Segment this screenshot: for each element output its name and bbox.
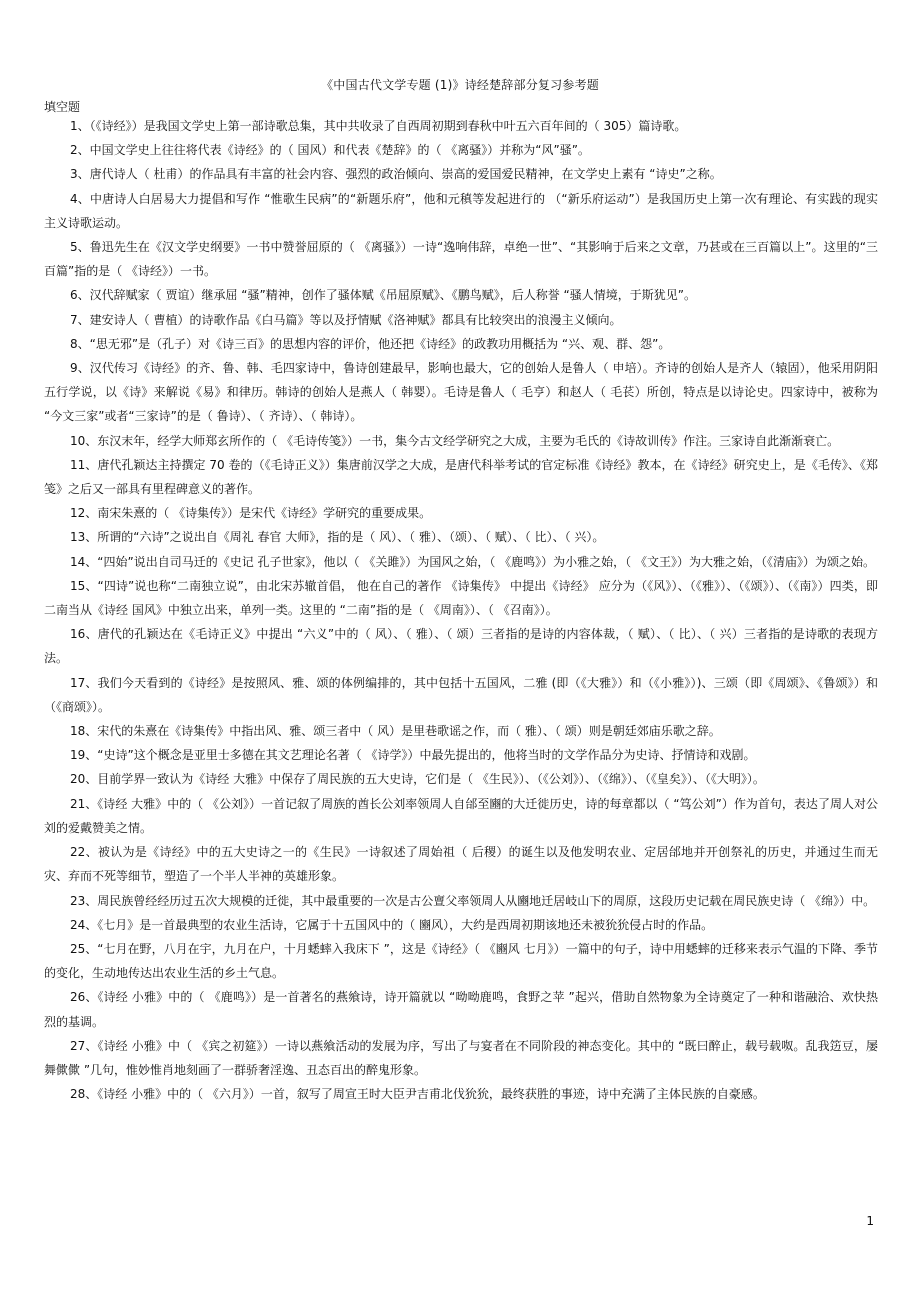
question-item: 25、“七月在野，八月在宇，九月在户，十月蟋蟀入我床下 ”，这是《诗经》（ 《豳风 七月》）一篇中的句子，诗中用蟋蟀的迁移来表示气温的下降、季节的变化，生动地传达出农业生活的乡土气息。	[44, 941, 878, 981]
question-item: 18、宋代的朱熹在《诗集传》中指出风、雅、颂三者中（ 风）是里巷歌谣之作，而（ 雅）、（ 颂）则是朝廷郊庙乐歌之辞。	[70, 724, 721, 739]
question-item: 21、《诗经 大雅》中的（ 《公刘》）一首记叙了周族的酋长公刘率领周人自邰至豳的大迁徙历史，诗的每章都以（ “笃公刘”）作为首句，表达了周人对公刘的爱戴赞美之情。	[44, 796, 878, 835]
question-item: 11、唐代孔颖达主持撰定 70 卷的（《毛诗正义》）集唐前汉学之大成，是唐代科举考试的官定标准《诗经》教本，在《诗经》研究史上，是《毛传》、《郑笺》之后又一部具有里程碑意义的著作。	[44, 457, 878, 497]
question-item: 28、《诗经 小雅》中的（ 《六月》）一首，叙写了周宣王时大臣尹吉甫北伐狁狁，最终获胜的事迹，诗中充满了主体民族的自豪感。	[70, 1087, 765, 1102]
question-item: 15、“四诗”说也称“二南独立说”，由北宋苏辙首倡， 他在自己的著作 《诗集传》 中提出《诗经》 应分为（《风》）、（《雅》）、（《颂》）、（《南》）四类，即二南当从《诗经 国风》中独立出来，单列一类。这里的 “二南”指的是（ 《周南》）、（ 《召南》）。	[44, 578, 878, 618]
question-item: 23、周民族曾经经历过五次大规模的迁徙，其中最重要的一次是古公亶父率领周人从豳地迁居岐山下的周原，这段历史记载在周民族史诗（ 《绵》）中。	[70, 893, 876, 908]
question-item: 14、“四始”说出自司马迁的《史记 孔子世家》，他以（ 《关雎》）为国风之始，（ 《鹿鸣》）为小雅之始，（ 《文王》）为大雅之始，（《清庙》）为颂之始。	[70, 554, 875, 569]
question-item: 24、《七月》是一首最典型的农业生活诗，它属于十五国风中的（ 豳风），大约是西周初期该地还未被狁狁侵占时的作品。	[70, 917, 714, 932]
question-item: 9、汉代传习《诗经》的齐、鲁、韩、毛四家诗中，鲁诗创建最早，影响也最大，它的创始人是鲁人（ 申培）。齐诗的创始人是齐人（辕固），他采用阴阳五行学说，以《诗》来解说《易》和律历。韩诗的创始人是燕人（ 韩婴）。毛诗是鲁人（ 毛亨）和赵人（ 毛苌）所创，特点是以诗论史。四家诗中，被称为 “今文三家”或者“三家诗”的是（ 鲁诗）、（ 齐诗）、（ 韩诗）。	[44, 361, 878, 424]
section-label: 填空题	[44, 100, 81, 114]
question-list	[44, 114, 878, 1106]
question-item: 6、汉代辞赋家（ 贾谊）继承屈 “骚”精神，创作了骚体赋《吊屈原赋》、《鹏鸟赋》，后人称誉 “骚人情境，于斯犹见”。	[70, 288, 696, 303]
question-item: 2、中国文学史上往往将代表《诗经》的（ 国风）和代表《楚辞》的（ 《离骚》）并称为“风”骚”。	[70, 143, 590, 158]
document-title: 《中国古代文学专题 (1)》诗经楚辞部分复习参考题	[321, 78, 599, 92]
question-item: 26、《诗经 小雅》中的（ 《鹿鸣》）是一首著名的燕飨诗，诗开篇就以 “呦呦鹿鸣，食野之苹 ”起兴，借助自然物象为全诗奠定了一种和谐融洽、欢快热烈的基调。	[44, 990, 878, 1029]
question-item: 7、建安诗人（ 曹植）的诗歌作品《白马篇》等以及抒情赋《洛神赋》都具有比较突出的浪漫主义倾向。	[70, 312, 622, 327]
question-item: 8、“思无邪”是（孔子）对《诗三百》的思想内容的评价，他还把《诗经》的政教功用概括为 “兴、观、群、怨”。	[70, 336, 671, 351]
question-item: 10、东汉末年，经学大师郑玄所作的（ 《毛诗传笺》）一书，集今古文经学研究之大成，主要为毛氏的《诗故训传》作注。三家诗自此渐渐衰亡。	[70, 433, 840, 448]
question-item: 3、唐代诗人（ 杜甫）的作品具有丰富的社会内容、强烈的政治倾向、崇高的爱国爱民精神，在文学史上素有 “诗史”之称。	[70, 167, 722, 182]
question-item: 1、（《诗经》）是我国文学史上第一部诗歌总集，其中共收录了自西周初期到春秋中叶五六百年间的（ 305）篇诗歌。	[70, 119, 687, 133]
page-number: 1	[866, 1214, 874, 1228]
question-item: 17、我们今天看到的《诗经》是按照风、雅、颂的体例编排的，其中包括十五国风，二雅 (即（《大雅》）和（《小雅》）)、三颂（即《周颂》、《鲁颂》）和（《商颂》）。	[44, 675, 878, 714]
question-item: 27、《诗经 小雅》中（ 《宾之初筵》）一诗以燕飨活动的发展为序，写出了与宴者在不同阶段的神态变化。其中的 “既曰醉止，载号载呶。乱我笾豆，屡舞僛僛 ”几句，惟妙惟肖地刻画了一群骄奢淫逸、丑态百出的醉鬼形象。	[44, 1038, 878, 1077]
question-item: 20、目前学界一致认为《诗经 大雅》中保存了周民族的五大史诗，它们是（ 《生民》）、（《公刘》）、（《绵》）、（《皇矣》）、（《大明》）。	[70, 772, 765, 787]
question-item: 19、“史诗”这个概念是亚里士多德在其文艺理论名著（ 《诗学》）中最先提出的，他将当时的文学作品分为史诗、抒情诗和戏剧。	[70, 748, 756, 763]
question-item: 16、唐代的孔颖达在《毛诗正义》中提出 “六义”中的（ 风）、（ 雅）、（ 颂）三者指的是诗的内容体裁，（ 赋）、（ 比）、（ 兴）三者指的是诗歌的表现方法。	[44, 627, 878, 666]
question-item: 5、鲁迅先生在《汉文学史纲要》一书中赞誉屈原的（ 《离骚》）一诗“逸响伟辞，卓绝一世”、“其影响于后来之文章，乃甚或在三百篇以上”。这里的“三百篇”指的是（ 《诗经》）一书。	[44, 240, 878, 279]
question-item: 13、所谓的“六诗”之说出自《周礼 春官 大师》，指的是（ 风）、（ 雅）、（颂）、（ 赋）、（ 比）、（ 兴）。	[70, 530, 605, 545]
question-item: 22、被认为是《诗经》中的五大史诗之一的《生民》一诗叙述了周始祖（ 后稷）的诞生以及他发明农业、定居邰地并开创祭礼的历史，并通过生而无灾、弃而不死等细节，塑造了一个半人半神的英雄形象。	[44, 845, 878, 884]
question-item: 4、中唐诗人白居易大力提倡和写作 “惟歌生民病”的“新题乐府”，他和元稹等发起进行的 （“新乐府运动”）是我国历史上第一次有理论、有实践的现实主义诗歌运动。	[44, 191, 878, 230]
question-item: 12、南宋朱熹的（ 《诗集传》）是宋代《诗经》学研究的重要成果。	[70, 506, 432, 521]
